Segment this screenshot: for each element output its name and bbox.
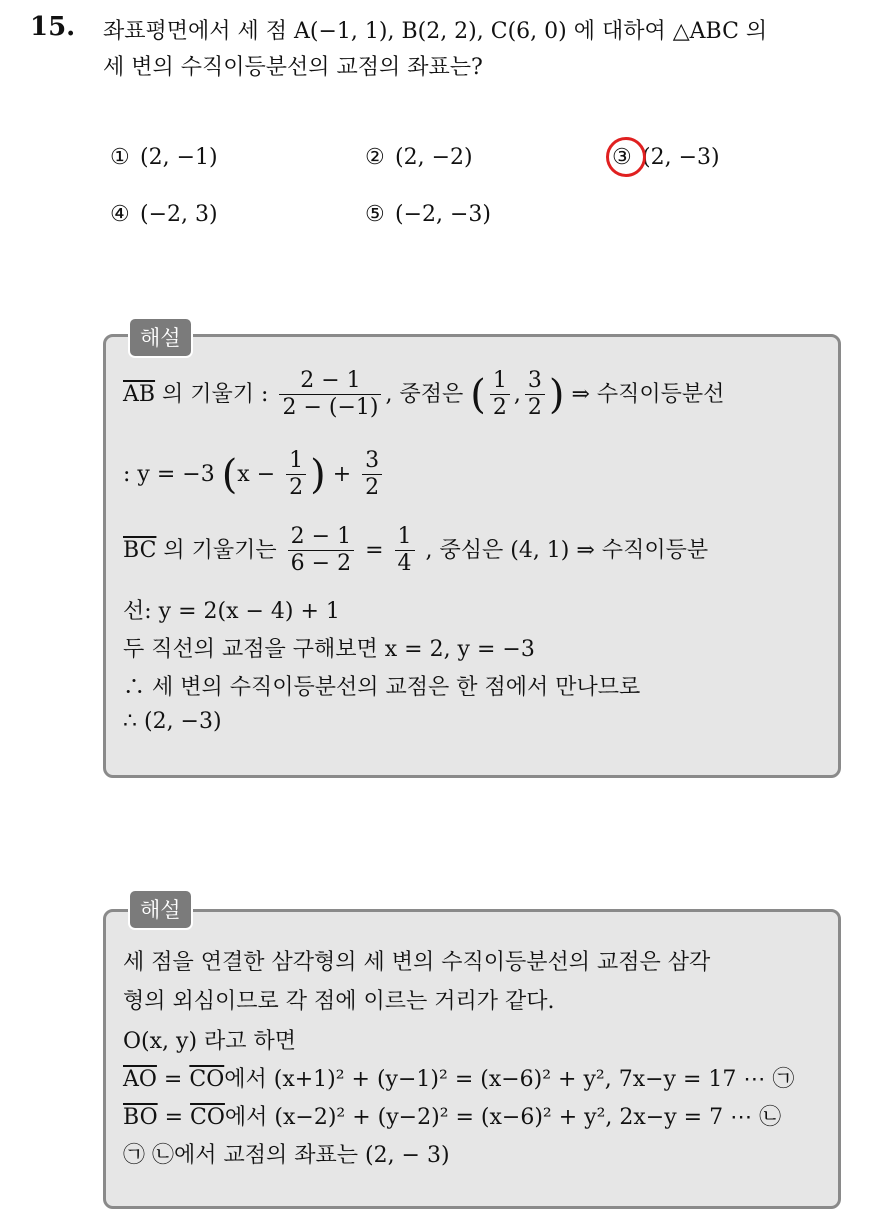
question-text-line1: 좌표평면에서 세 점 A(−1, 1), B(2, 2), C(6, 0) 에 대하여 △ABC 의 — [103, 19, 768, 44]
choice-1-mark: ① — [110, 145, 130, 170]
midpoint-y: $\frac{3}{2}$ — [525, 368, 545, 422]
solution1-line6: ∴ 세 변의 수직이등분선의 교점은 한 점에서 만나므로 — [123, 675, 641, 700]
choice-1-value: (2, −1) — [140, 145, 218, 170]
segment-bc: $\overline{BC}$ — [123, 537, 157, 563]
choice-3-value: (2, −3) — [642, 145, 720, 170]
choice-2[interactable] — [365, 145, 473, 170]
solution1-line3: $\overline{BC}$ 의 기울기는 $\frac{2 - 1}{6 - 2}$ = $\frac{1}{4}$ , 중심은 (4, 1) ⇒ 수직이등분 — [123, 524, 709, 577]
solution1-line7: ∴ (2, −3) — [123, 709, 222, 734]
solution2-line5: $\overline{BO} = \overline{CO}$에서 (x−2)² + (y−2)² = (x−6)² + y², 2x−y = 7 ⋯ ㉡ — [123, 1105, 782, 1130]
ab-tail: ⇒ 수직이등분선 — [564, 381, 725, 407]
solution2-line3: O(x, y) 라고 하면 — [123, 1029, 297, 1054]
question-number: 15. — [30, 12, 76, 42]
solution-tag-1: 해설 — [128, 317, 193, 358]
solution2-line6: ㉠ ㉡에서 교점의 좌표는 (2, − 3) — [123, 1143, 450, 1168]
ab-midpoint-label: , 중점은 — [385, 381, 471, 407]
choice-5[interactable] — [365, 202, 491, 227]
choice-2-mark: ② — [365, 145, 385, 170]
solution-tag-2: 해설 — [128, 889, 193, 930]
solution1-line2: : y = −3 (x − $\frac{1}{2}$ ) + $\frac{3}{2}$ — [123, 448, 386, 502]
choice-4-mark: ④ — [110, 202, 130, 227]
solution2-line1: 세 점을 연결한 삼각형의 세 변의 수직이등분선의 교점은 삼각 — [123, 950, 711, 975]
solution1-line4: 선: y = 2(x − 4) + 1 — [123, 599, 340, 624]
segment-ab: $\overline{AB}$ — [123, 381, 156, 407]
choice-2-value: (2, −2) — [395, 145, 473, 170]
ab-slope-label: 의 기울기 : — [155, 381, 276, 407]
choice-4-value: (−2, 3) — [140, 202, 218, 227]
choice-1[interactable] — [110, 145, 218, 170]
question-text-line2: 세 변의 수직이등분선의 교점의 좌표는? — [103, 55, 483, 80]
choice-5-mark: ⑤ — [365, 202, 385, 227]
midpoint-x: $\frac{1}{2}$ — [490, 368, 510, 422]
answer-circle-annotation — [606, 137, 646, 177]
choice-4[interactable] — [110, 202, 218, 227]
choice-5-value: (−2, −3) — [395, 202, 492, 227]
ab-slope-fraction: $\frac{2 - 1}{2 - (-1)}$ — [279, 368, 381, 422]
solution2-line2: 형의 외심이므로 각 점에 이르는 거리가 같다. — [123, 989, 555, 1014]
solution1-line5: 두 직선의 교점을 구해보면 x = 2, y = −3 — [123, 637, 535, 662]
solution1-line1: $\overline{AB}$ 의 기울기 : $\frac{2 - 1}{2 - (-1)}$ , 중점은 ( $\frac{1}{2}$ , $\frac{3}{2}$ ) ⇒ 수직이등분선 — [123, 368, 725, 421]
solution2-line4: $\overline{AO} = \overline{CO}$에서 (x+1)² + (y−1)² = (x−6)² + y², 7x−y = 17 ⋯ ㉠ — [123, 1067, 795, 1092]
choice-3-mark: ③ — [612, 145, 632, 170]
